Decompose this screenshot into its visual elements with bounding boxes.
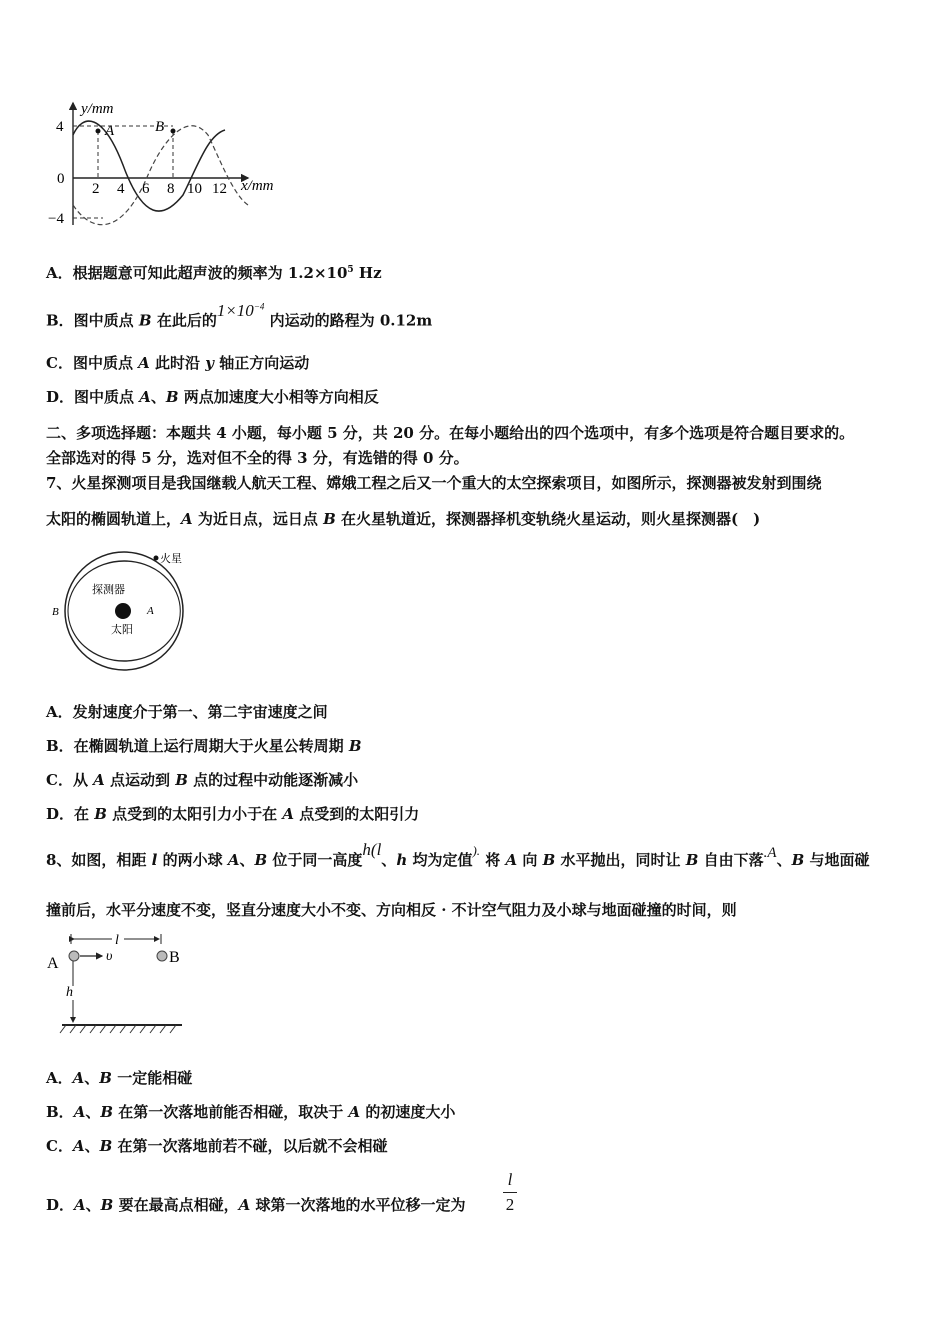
point-b — [171, 129, 176, 134]
velocity-label: υ — [106, 949, 113, 964]
q7-stem-line2: 太阳的椭圆轨道上，A 为近日点，远日点 B 在火星轨道近，探测器择机变轨绕火星运动，则火星探测器( ) — [46, 510, 761, 528]
probe-label: 探测器 — [92, 584, 125, 596]
x-tick: 4 — [117, 181, 125, 197]
q7-option-c: C．从 A 点运动到 B 点的过程中动能逐渐减小 — [46, 771, 359, 789]
fraction-denominator: 2 — [505, 1195, 515, 1214]
orbit-figure — [48, 548, 198, 678]
q8-option-d: D．A、B 要在最高点相碰，A 球第一次落地的水平位移一定为 — [46, 1196, 466, 1214]
q6-option-c: C．图中质点 A 此时沿 y 轴正方向运动 — [46, 354, 310, 372]
sun-label: 太阳 — [111, 624, 133, 636]
q7-stem-line1: 7、火星探测项目是我国继载人航天工程、嫦娥工程之后又一个重大的太空探索项目，如图所示，探测器被发射到围绕 — [46, 474, 822, 492]
point-a — [96, 129, 101, 134]
y-axis-label: y/mm — [81, 101, 114, 117]
point-b-label: B — [155, 119, 165, 135]
section2-line2: 全部选对的得 5 分，选对但不全的得 3 分，有选错的得 0 分。 — [46, 449, 469, 467]
point-b-label: B — [52, 606, 59, 618]
q8-stem-line2: 撞前后，水平分速度不变，竖直分速度大小不变、方向相反 · 不计空气阻力及小球与地面碰撞的时间，则 — [46, 901, 737, 919]
q8-option-a: A．A、B 一定能相碰 — [46, 1069, 193, 1087]
y-tick-neg4: −4 — [48, 211, 64, 227]
distance-label: l — [115, 933, 119, 948]
x-axis-label: x/mm — [241, 178, 274, 194]
ball-b-label: B — [169, 949, 180, 966]
x-tick: 2 — [92, 181, 100, 197]
x-tick: 10 — [187, 181, 202, 197]
x-tick: 6 — [142, 181, 150, 197]
y-tick-0: 0 — [57, 171, 65, 187]
y-tick-4: 4 — [56, 119, 64, 135]
q6-option-d: D．图中质点 A、B 两点加速度大小相等方向相反 — [46, 388, 379, 406]
q8-stem-line1: 8、如图，相距 l 的两小球 A、B 位于同一高度h(l、h 均为定值). 将 A 向 B 水平抛出，同时让 B 自由下落.A、B 与地面碰 — [46, 840, 870, 869]
dashed-wave — [73, 126, 248, 225]
projectile-figure — [44, 928, 189, 1038]
q7-option-a: A．发射速度介于第一、第二宇宙速度之间 — [46, 703, 328, 721]
wave-figure — [48, 95, 298, 235]
q8-option-c: C．A、B 在第一次落地前若不碰，以后就不会相碰 — [46, 1137, 388, 1155]
height-label: h — [66, 985, 73, 1000]
q7-option-b: B．在椭圆轨道上运行周期大于火星公转周期 B — [46, 737, 362, 755]
q6-option-a: A．根据题意可知此超声波的频率为 $1.2\times 10^5$ Hz — [46, 264, 382, 282]
q8-option-b: B．A、B 在第一次落地前能否相碰，取决于 A 的初速度大小 — [46, 1103, 456, 1121]
q7-option-d: D．在 B 点受到的太阳引力小于在 A 点受到的太阳引力 — [46, 805, 420, 823]
point-a-label: A — [105, 123, 115, 139]
sun — [115, 603, 131, 619]
mars — [154, 556, 159, 561]
ball-a-label: A — [47, 955, 59, 972]
q6-option-b: B．图中质点 B 在此后的$1\times 10^{-4}$ 内运动的路程为 0.12m — [46, 300, 433, 330]
fraction — [503, 1170, 517, 1215]
fraction-numerator: l — [507, 1170, 513, 1189]
section2-line1: 二、多项选择题：本题共 4 小题，每小题 5 分，共 20 分。在每小题给出的四个选项中，有多个选项是符合题目要求的。 — [46, 424, 855, 442]
point-a-label: A — [147, 605, 154, 617]
x-tick: 12 — [212, 181, 227, 197]
mars-label: 火星 — [160, 553, 182, 565]
x-tick: 8 — [167, 181, 175, 197]
solid-wave — [73, 121, 225, 211]
ball-a — [69, 951, 79, 961]
ball-b — [157, 951, 167, 961]
